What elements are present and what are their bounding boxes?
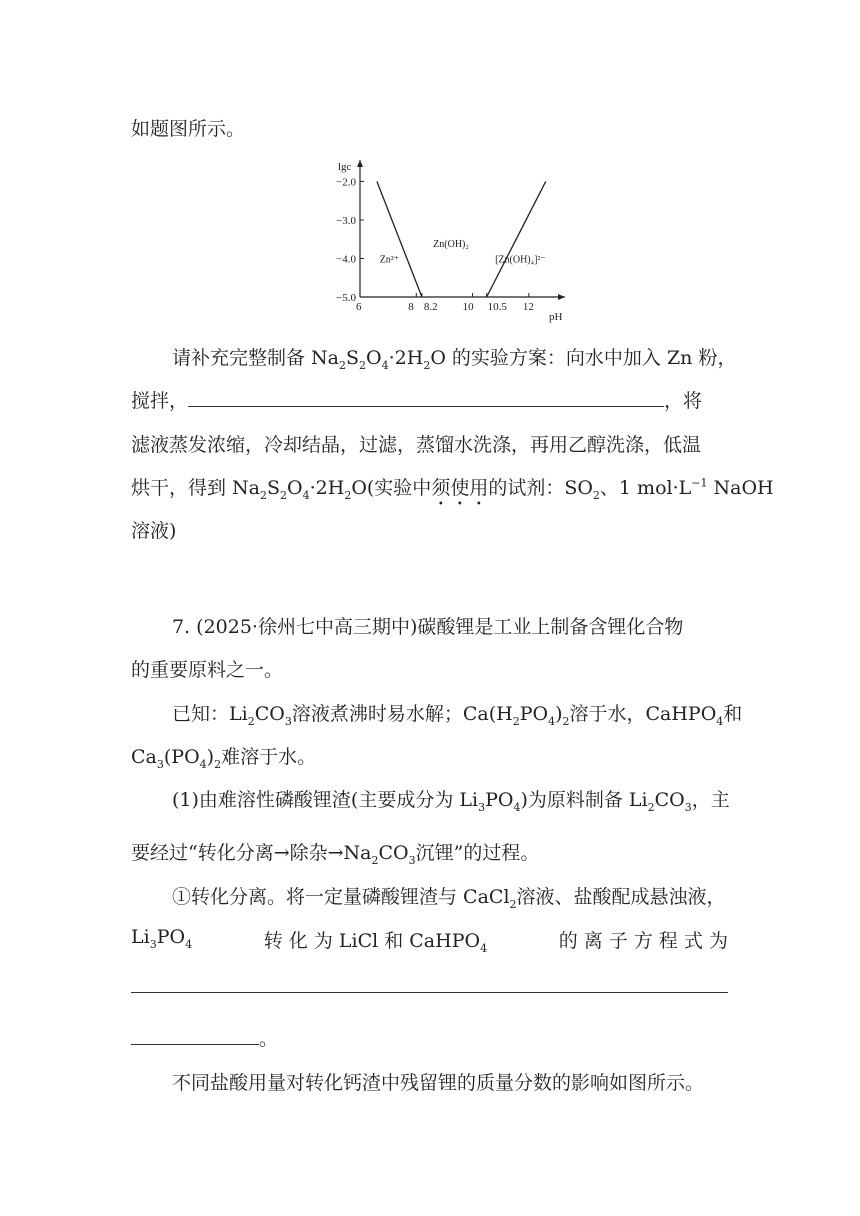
- q7-known-2: $Ca_3(PO_4)_2$难溶于水。: [131, 746, 317, 771]
- q7-known-1: 已知：$Li_2CO_3$溶液煮沸时易水解；$Ca(H_2PO_4)_2$溶于水，CaHPO$_4$和: [172, 703, 743, 728]
- q7-figure-intro: 不同盐酸用量对转化钙渣中残留锂的质量分数的影响如图所示。: [172, 1072, 705, 1094]
- q7-part1-line-1: (1)由难溶性磷酸锂渣(主要成分为 $Li_3PO_4$)为原料制备 $Li_2CO_3$，主: [172, 789, 730, 814]
- q6-line-5: 溶液): [131, 520, 177, 542]
- q7-part1-line-2: 要经过“转化分离→除杂$\to Na_2CO_3$沉锂”的过程。: [131, 842, 540, 867]
- q6-line-2: 搅拌， ，将: [131, 390, 703, 412]
- x-tick-label: 10: [462, 301, 474, 313]
- x-tick-label: 10.5: [487, 301, 507, 313]
- q7-step1-line-1: ①转化分离。将一定量磷酸锂渣与 CaCl$_2$溶液、盐酸配成悬浊液，: [172, 886, 726, 911]
- q7-step1-line-2: $Li_3PO_4$ 转 化 为 LiCl 和 CaHPO$_4$ 的 离 子 方 程 式 为: [131, 926, 728, 955]
- q6-line-4: 烘干，得到 $Na_2S_2O_4\cdot 2H_2O$(实验中须使用的试剂：$SO_2$、1 $mol\cdot L^{-1}$ NaOH: [131, 476, 774, 502]
- answer-blank-q6[interactable]: [188, 392, 664, 407]
- zinc-species-chart: [320, 152, 580, 332]
- region-label: Zn²⁺: [379, 254, 400, 266]
- x-tick-label: 6: [356, 301, 362, 313]
- answer-blank-q7-line-2[interactable]: [131, 1030, 259, 1045]
- emphasized-required: 须使用: [431, 477, 489, 499]
- y-tick-label: −4.0: [336, 253, 356, 266]
- q7-answer-end: 。: [131, 1024, 278, 1051]
- q7-line-2: 的重要原料之一。: [131, 659, 284, 681]
- y-tick-label: −3.0: [336, 214, 356, 227]
- x-tick-label: 8.2: [423, 301, 438, 313]
- x-tick-label: 8: [408, 301, 414, 313]
- y-tick-label: −2.0: [336, 176, 356, 189]
- region-label: Zn(OH)₂: [433, 239, 469, 251]
- y-axis-arrow: [357, 160, 363, 167]
- y-axis-label: lgc: [338, 161, 352, 173]
- series-line: [487, 181, 546, 297]
- q6-line-1: 请补充完整制备 $Na_2S_2O_4\cdot 2H_2O$ 的实验方案：向水中加入 Zn 粉，: [172, 347, 737, 372]
- x-axis-arrow: [558, 294, 565, 300]
- chart-labels: [338, 161, 563, 323]
- x-axis-label: pH: [549, 311, 563, 323]
- answer-blank-q7-line-1[interactable]: [131, 982, 728, 993]
- region-label: [Zn(OH)₄]²⁻: [495, 254, 546, 266]
- q7-line-1: 7. (2025·徐州七中高三期中)碳酸锂是工业上制备含锂化合物: [172, 616, 684, 638]
- x-tick-label: 12: [522, 301, 534, 313]
- chart-axes: [357, 160, 565, 300]
- q6-line-3: 滤液蒸发浓缩，冷却结晶，过滤，蒸馏水洗涤，再用乙醇洗涤，低温: [131, 434, 702, 456]
- y-tick-label: −5.0: [336, 292, 356, 304]
- series-line: [377, 181, 422, 297]
- intro-text: 如题图所示。: [131, 118, 246, 140]
